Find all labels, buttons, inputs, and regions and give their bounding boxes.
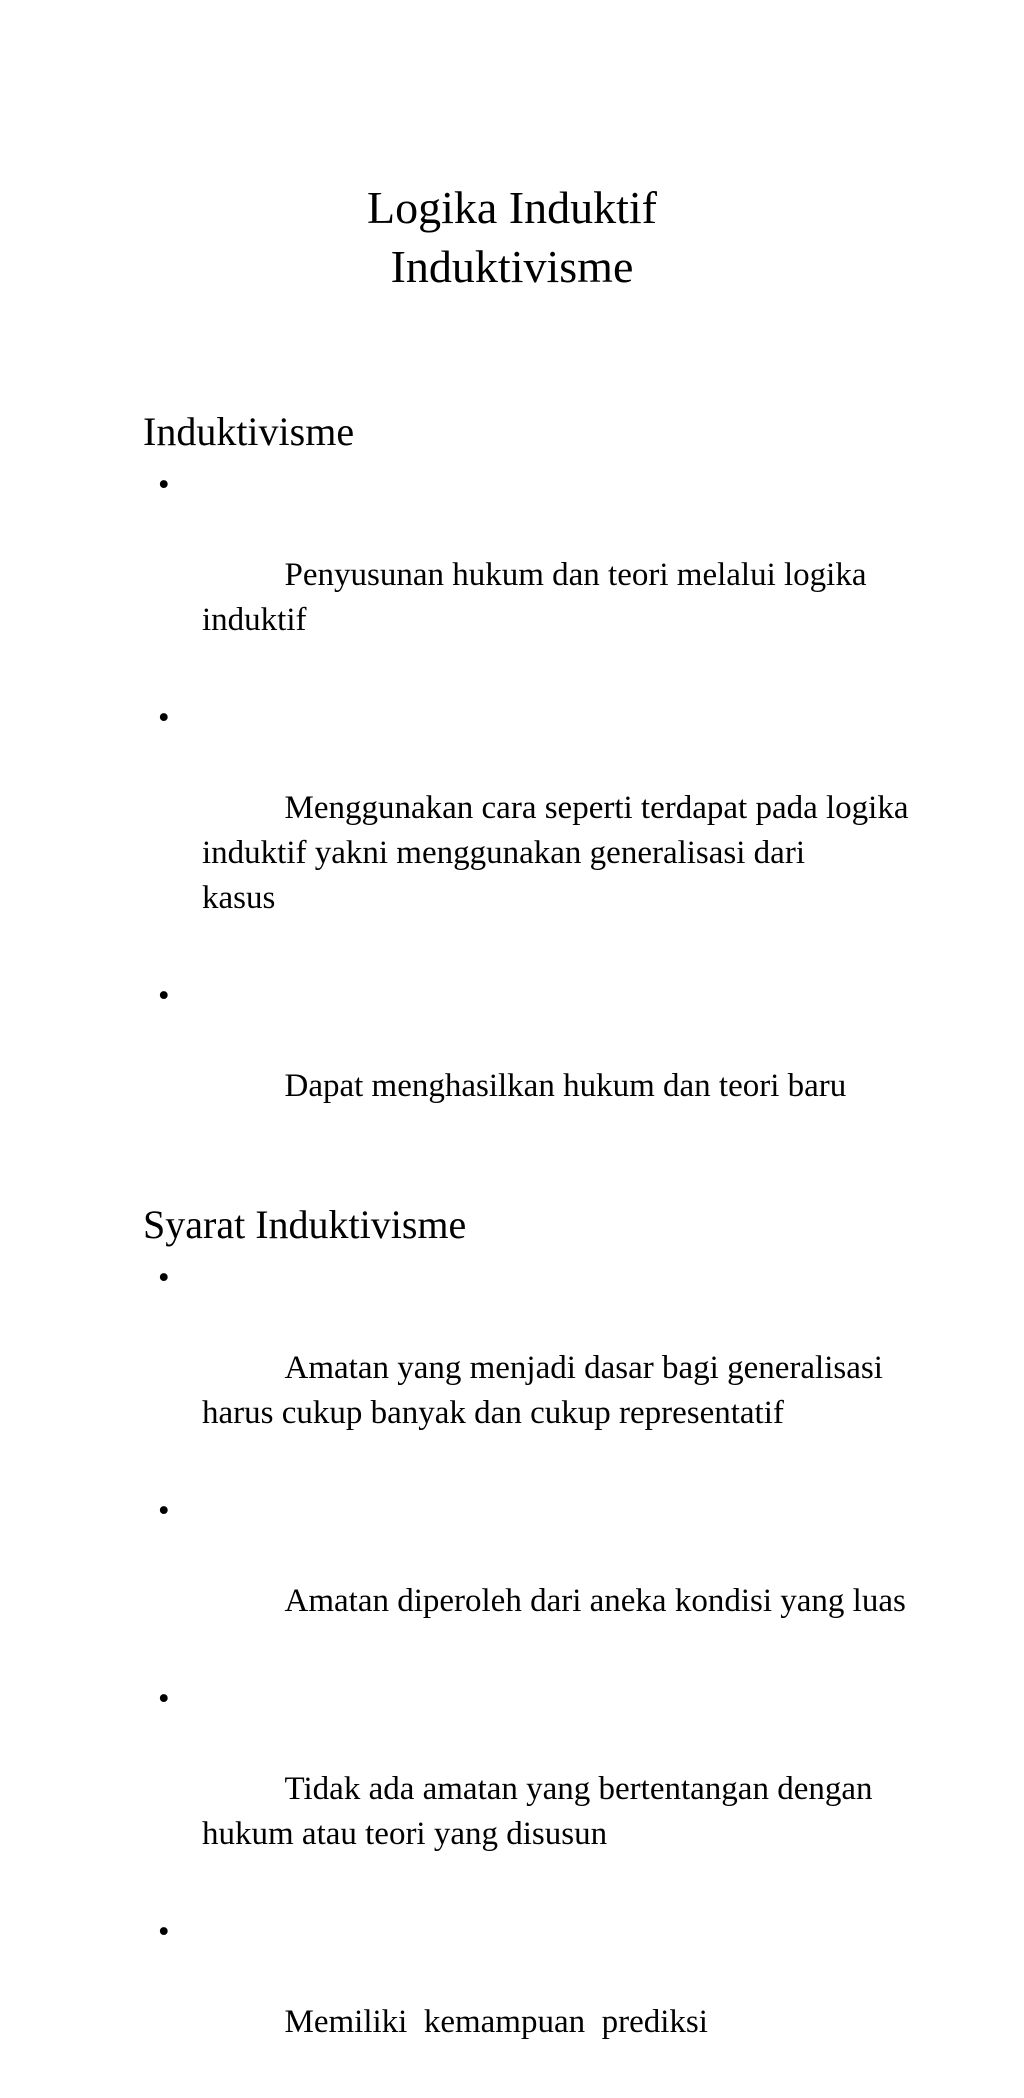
list-item (143, 974, 943, 1154)
bullet-icon: • (158, 1493, 170, 1529)
list-item (143, 696, 943, 966)
list-item-text: Memiliki kemampuan prediksi (284, 2004, 708, 2040)
bullet-icon: • (158, 978, 170, 1014)
title-line-1: Logika Induktif (367, 182, 657, 233)
bullet-list (143, 1256, 943, 2090)
list-item-text: Amatan yang menjadi dasar bagi generalisasi harus cukup banyak dan cukup representatif (202, 1350, 883, 1431)
title-line-2: Induktivisme (390, 241, 634, 292)
list-item-text: Dapat menghasilkan hukum dan teori baru (284, 1068, 847, 1104)
slide-title (0, 178, 1024, 296)
section-heading: Induktivisme (143, 409, 355, 454)
list-item-text: Penyusunan hukum dan teori melalui logika induktif (202, 557, 867, 638)
slide-content (143, 407, 943, 2098)
bullet-icon: • (158, 1260, 170, 1296)
bullet-list (143, 463, 943, 1154)
bullet-icon: • (158, 1681, 170, 1717)
section-induktivisme (143, 407, 943, 1154)
list-item-text: Amatan diperoleh dari aneka kondisi yang luas (284, 1583, 906, 1619)
list-item (143, 1677, 943, 1902)
section-syarat-induktivisme (143, 1200, 943, 2090)
bullet-icon: • (158, 467, 170, 503)
list-item (143, 1489, 943, 1669)
list-item-text: Menggunakan cara seperti terdapat pada logika induktif yakni menggunakan generalisasi dari kasus (202, 790, 909, 916)
list-item (143, 1256, 943, 1481)
bullet-icon: • (158, 700, 170, 736)
list-item (143, 463, 943, 688)
bullet-icon: • (158, 1914, 170, 1950)
section-heading: Syarat Induktivisme (143, 1202, 467, 1247)
list-item (143, 1910, 943, 2090)
list-item-text: Tidak ada amatan yang bertentangan dengan hukum atau teori yang disusun (202, 1771, 873, 1852)
